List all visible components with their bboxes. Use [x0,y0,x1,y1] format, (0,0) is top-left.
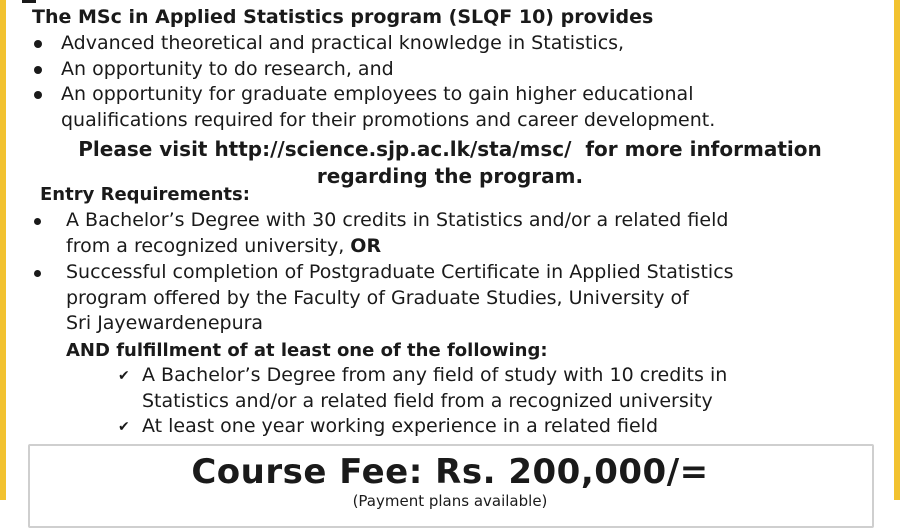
list-item-text: Statistics and/or a related field from a recognized university [142,389,713,412]
list-item-text: from a recognized university, [66,234,351,257]
payment-plans-note: (Payment plans available) [352,492,548,510]
bullet-dot-icon [34,270,41,277]
list-item [30,260,890,337]
list-item [30,57,890,83]
right-accent-border [894,0,900,500]
bullet-dot-icon [34,218,41,225]
list-item-text: qualifications required for their promotions and career development. [61,108,716,131]
list-item [118,414,888,440]
list-item [30,31,890,57]
list-item-text: At least one year working experience in a related field [142,415,659,437]
benefits-list [30,31,890,133]
cropped-heading-fragment [22,0,36,3]
list-item [118,363,888,414]
list-item [30,82,890,133]
checkmark-icon: ✔ [118,368,130,384]
list-item-text: Successful completion of Postgraduate Certificate in Applied Statistics [66,261,734,283]
and-fulfillment-heading: AND fulfillment of at least one of the following: [66,340,548,361]
program-intro: The MSc in Applied Statistics program (SLQF 10) provides [32,6,654,28]
or-keyword: OR [350,234,382,257]
additional-requirements-list [118,363,888,440]
bullet-dot-icon [34,40,42,48]
list-item-text: Advanced theoretical and practical knowledge in Statistics, [61,32,625,54]
list-item-text: A Bachelor’s Degree with 30 credits in Statistics and/or a related field [66,209,729,231]
entry-requirements-heading: Entry Requirements: [40,184,250,205]
visit-line: regarding the program. [316,164,584,188]
list-item-text: An opportunity for graduate employees to gain higher educational [61,83,694,105]
visit-website-notice [0,136,900,190]
list-item-text: A Bachelor’s Degree from any field of study with 10 credits in [142,364,728,386]
bullet-dot-icon [34,66,42,74]
list-item-text: program offered by the Faculty of Graduate Studies, University of [66,286,689,309]
list-item-text: An opportunity to do research, and [61,57,394,80]
visit-line: Please visit http://science.sjp.ac.lk/sta/msc/ for more information [78,137,822,161]
course-fee: Course Fee: Rs. 200,000/= [191,452,709,492]
list-item-text: Sri Jayewardenepura [66,312,264,334]
bullet-dot-icon [34,91,42,99]
entry-requirements-list [30,208,890,337]
checkmark-icon: ✔ [118,419,130,435]
left-accent-border [0,0,6,500]
list-item [30,208,890,259]
